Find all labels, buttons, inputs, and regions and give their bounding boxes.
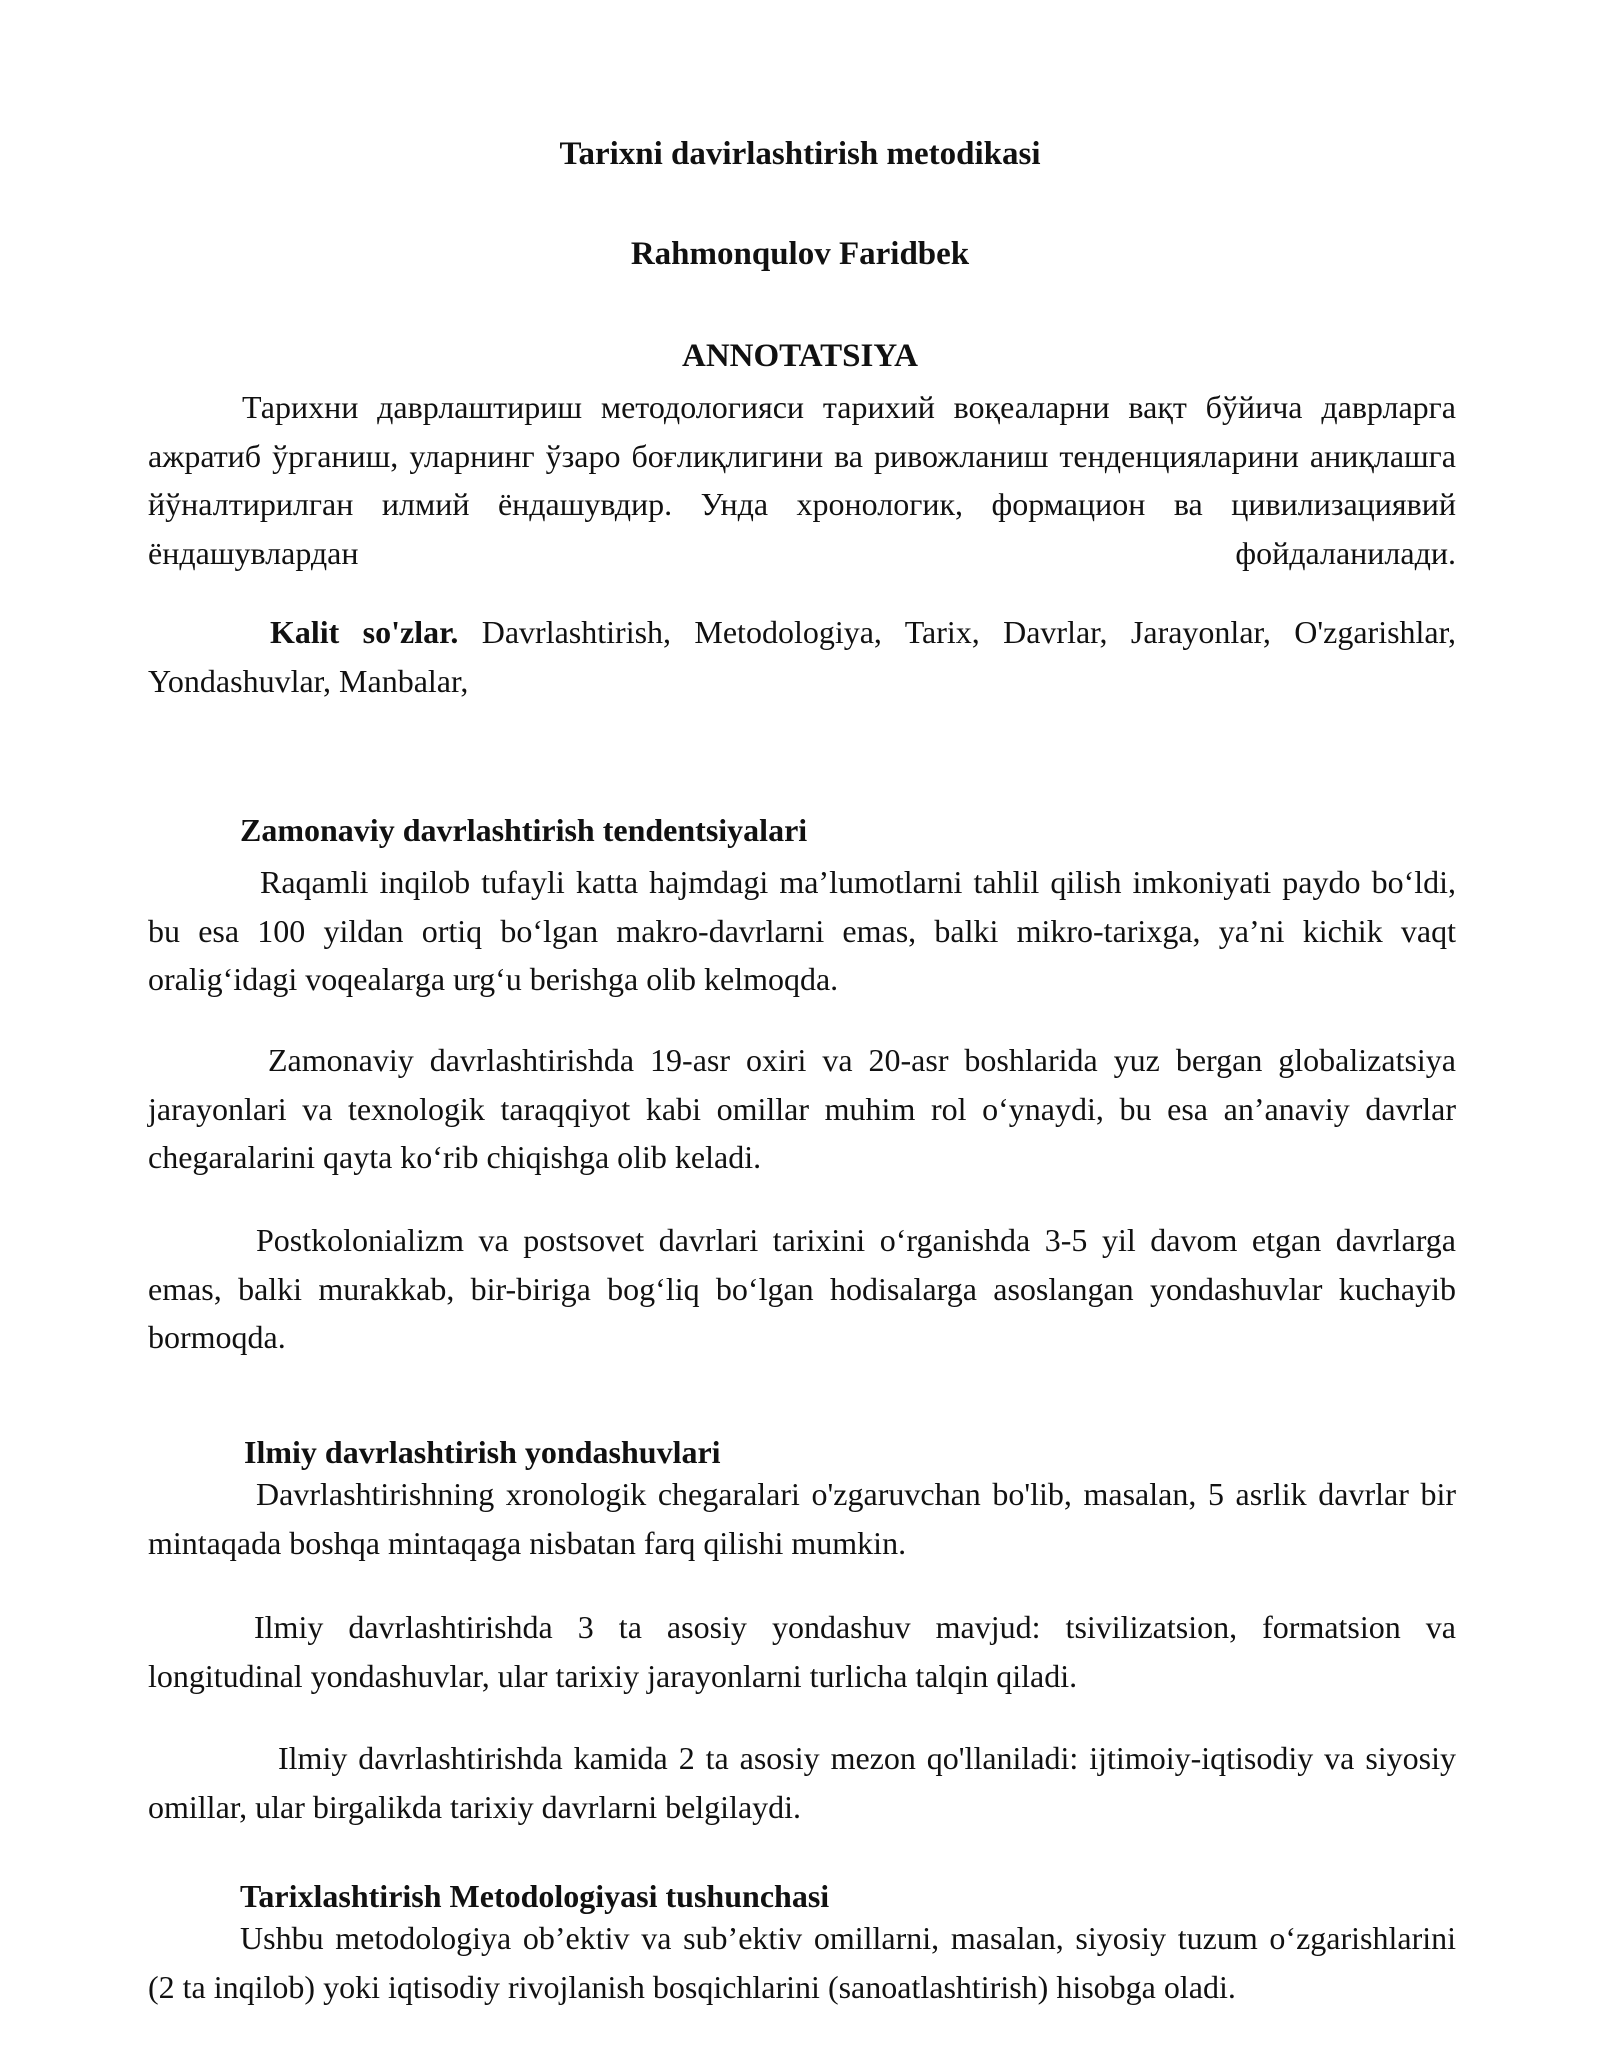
- author-name: Rahmonqulov Faridbek: [630, 236, 970, 272]
- section-heading-ilmiy: Ilmiy davrlashtirish yondashuvlari: [244, 1434, 721, 1470]
- section-paragraph: Ilmiy davrlashtirishda kamida 2 ta asosiy mezon qo'llaniladi: ijtimoiy-iqtisodiy va siyosiy omillar, ular birgalikda tarixiy davrlarni belgilaydi.: [148, 1740, 1456, 1825]
- section-paragraph: Postkolonializm va postsovet davrlari tarixini o‘rganishda 3-5 yil davom etgan davrlarga emas, balki murakkab, bir-biriga bog‘liq bo‘lgan hodisalarga asoslangan yondashuvlar kuchayib bormoqda.: [148, 1222, 1456, 1355]
- keywords-paragraph: [148, 608, 1456, 705]
- section-paragraph: Zamonaviy davrlashtirishda 19-asr oxiri va 20-asr boshlarida yuz bergan globalizatsiya jarayonlari va texnologik taraqqiyot kabi omillar muhim rol o‘ynaydi, bu esa an’anaviy davrlar chegaralarini qayta ko‘rib chiqishga olib keladi.: [148, 1042, 1456, 1175]
- document-title: Tarixni davirlashtirish metodikasi: [559, 136, 1041, 172]
- keywords-list: Davrlashtirish, Metodologiya, Tarix, Davrlar, Jarayonlar, O'zgarishlar, Yondashuvlar, Manbalar,: [148, 614, 1457, 699]
- section-paragraph: Ilmiy davrlashtirishda 3 ta asosiy yondashuv mavjud: tsivilizatsion, formatsion va longitudinal yondashuvlar, ular tarixiy jarayonlarni turlicha talqin qiladi.: [148, 1609, 1456, 1694]
- keywords-label: Kalit so'zlar.: [270, 614, 459, 650]
- annotation-paragraph: Тарихни даврлаштириш методологияси тарихий воқеаларни вақт бўйича даврларга ажратиб ўрганиш, уларнинг ўзаро боғлиқлигини ва ривожланиш тенденцияларини аниқлашга йўналтирилган илмий ёндашувдир. Унда хронологик, формацион ва цивилизациявий ёндашувлардан фойдаланилади.: [148, 389, 1456, 571]
- section-heading-tarixlashtirish: Tarixlashtirish Metodologiyasi tushunchasi: [240, 1878, 830, 1914]
- section-paragraph: Raqamli inqilob tufayli katta hajmdagi ma’lumotlarni tahlil qilish imkoniyati paydo bo‘ldi, bu esa 100 yildan ortiq bo‘lgan makro-davrlarni emas, balki mikro-tarixga, ya’ni kichik vaqt oralig‘idagi voqealarga urg‘u berishga olib kelmoqda.: [148, 864, 1456, 997]
- annotation-heading: ANNOTATSIYA: [682, 338, 918, 374]
- section-paragraph: Davrlashtirishning xronologik chegaralari o'zgaruvchan bo'lib, masalan, 5 asrlik davrlar bir mintaqada boshqa mintaqaga nisbatan farq qilishi mumkin.: [148, 1476, 1456, 1561]
- section-paragraph: Ushbu metodologiya ob’ektiv va sub’ektiv omillarni, masalan, siyosiy tuzum o‘zgarishlarini (2 ta inqilob) yoki iqtisodiy rivojlanish bosqichlarini (sanoatlashtirish) hisobga oladi.: [148, 1920, 1456, 2005]
- section-heading-zamonaviy: Zamonaviy davrlashtirish tendentsiyalari: [240, 812, 808, 848]
